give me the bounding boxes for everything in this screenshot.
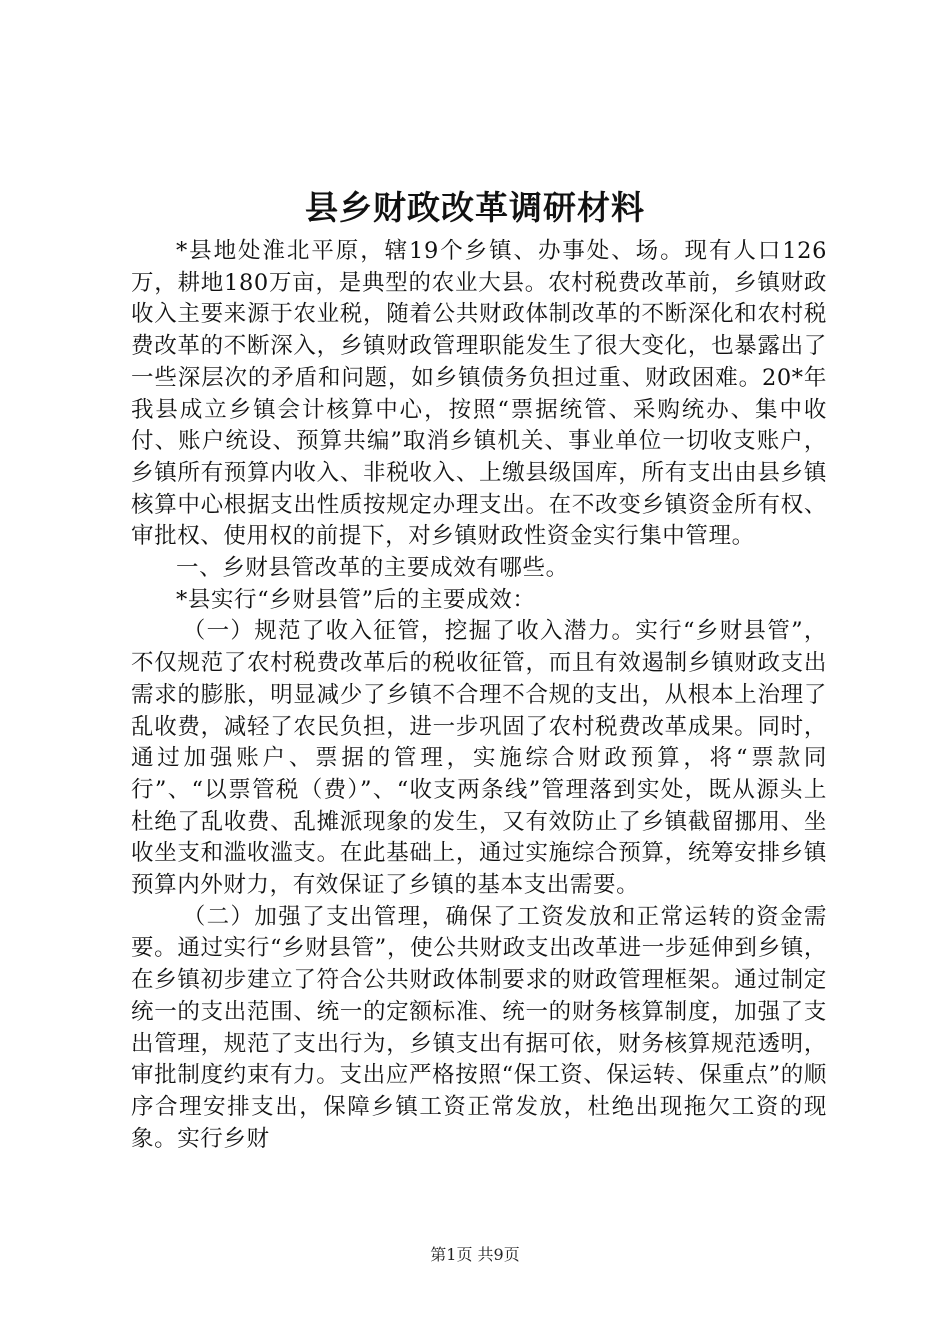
- paragraph-item-1: （一）规范了收入征管，挖掘了收入潜力。实行“乡财县管”，不仅规范了农村税费改革后的税收征管，而且有效遏制乡镇财政支出需求的膨胀，明显减少了乡镇不合理不合规的支出，从根本上治理了乱收费，减轻了农民负担，进一步巩固了农村税费改革成果。同时，通过加强账户、票据的管理，实施综合财政预算，将“票款同行”、“以票管税（费）”、“收支两条线”管理落到实处，既从源头上杜绝了乱收费、乱摊派现象的发生，又有效防止了乡镇截留挪用、坐收坐支和滥收滥支。在此基础上，通过实施综合预算，统筹安排乡镇预算内外财力，有效保证了乡镇的基本支出需要。: [131, 618, 827, 899]
- paragraph-item-2: （二）加强了支出管理，确保了工资发放和正常运转的资金需要。通过实行“乡财县管”，使公共财政支出改革进一步延伸到乡镇，在乡镇初步建立了符合公共财政体制要求的财政管理框架。通过制定统一的支出范围、统一的定额标准、统一的财务核算制度，加强了支出管理，规范了支出行为，乡镇支出有据可依，财务核算规范透明，审批制度约束有力。支出应严格按照“保工资、保运转、保重点”的顺序合理安排支出，保障乡镇工资正常发放，杜绝出现拖欠工资的现象。实行乡财: [131, 903, 827, 1152]
- paragraph-results-lead: *县实行“乡财县管”后的主要成效：: [176, 586, 536, 613]
- document-title: 县乡财政改革调研材料: [305, 188, 645, 227]
- document-body: [131, 236, 827, 1155]
- page-footer: 第1页 共9页: [430, 1245, 520, 1264]
- paragraph-intro: *县地处淮北平原，辖19个乡镇、办事处、场。现有人口126万，耕地180万亩，是典型的农业大县。农村税费改革前，乡镇财政收入主要来源于农业税，随着公共财政体制改革的不断深化和农村税费改革的不断深入，乡镇财政管理职能发生了很大变化，也暴露出了一些深层次的矛盾和问题，如乡镇债务负担过重、财政困难。20*年我县成立乡镇会计核算中心，按照“票据统管、采购统办、集中收付、账户统设、预算共编”取消乡镇机关、事业单位一切收支账户，乡镇所有预算内收入、非税收入、上缴县级国库，所有支出由县乡镇核算中心根据支出性质按规定办理支出。在不改变乡镇资金所有权、审批权、使用权的前提下，对乡镇财政性资金实行集中管理。: [131, 238, 827, 550]
- paragraph-section-heading: 一、乡财县管改革的主要成效有哪些。: [176, 555, 569, 582]
